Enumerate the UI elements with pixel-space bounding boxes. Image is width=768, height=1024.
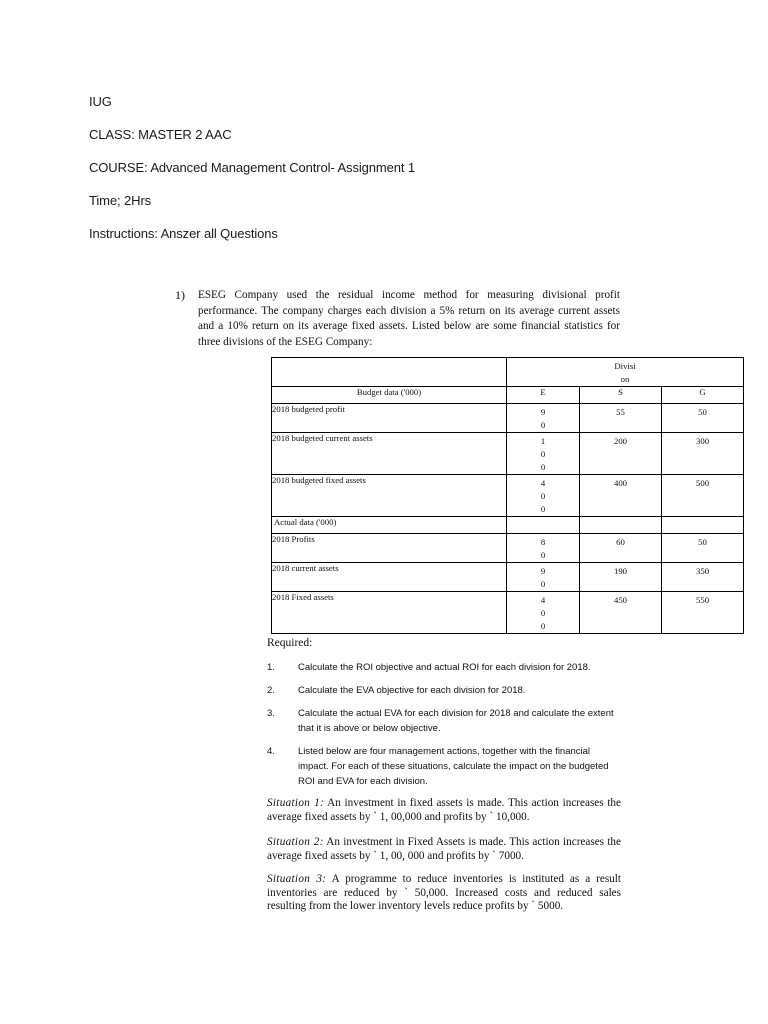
- item-text: Calculate the EVA objective for each division for 2018.: [298, 685, 526, 696]
- situation-text: A programme to reduce inventories is instituted as a result inventories are reduced by ` 50,000. Increased costs and reduced sales resulting from the lower inventory levels reduce profits by ` 5000.: [267, 873, 621, 912]
- budget-data-header: Budget data ('000): [272, 387, 507, 404]
- required-title: Required:: [267, 637, 313, 649]
- cell-e: 4 0 0: [507, 475, 580, 517]
- table-row: [272, 475, 744, 517]
- item-text: Calculate the actual EVA for each division for 2018 and calculate the extent that it is above or below objective.: [298, 708, 614, 734]
- item-number: 1.: [267, 662, 275, 673]
- time-line: Time; 2Hrs: [89, 193, 152, 208]
- table-cell-empty: [662, 517, 744, 534]
- list-item: [267, 706, 623, 736]
- table-row: [272, 563, 744, 592]
- situation-label: Situation 1:: [267, 797, 325, 809]
- cell-s: 60: [580, 534, 662, 563]
- table-row: [272, 433, 744, 475]
- table-cell-empty: [580, 517, 662, 534]
- list-item: [267, 744, 623, 789]
- cell-s: 450: [580, 592, 662, 634]
- class-line: CLASS: MASTER 2 AAC: [89, 127, 232, 142]
- situation-2: [267, 836, 621, 863]
- row-label: 2018 budgeted current assets: [272, 433, 507, 475]
- column-header-s: S: [580, 387, 662, 404]
- item-text: Calculate the ROI objective and actual ROI for each division for 2018.: [298, 662, 591, 673]
- item-text: Listed below are four management actions, together with the financial impact. For each of these situations, calculate the impact on the budgeted ROI and EVA for each division.: [298, 746, 609, 787]
- situation-1: [267, 797, 621, 824]
- list-item: [267, 660, 623, 675]
- situation-label: Situation 2:: [267, 836, 324, 848]
- school-name: IUG: [89, 94, 112, 109]
- instructions-line: Instructions: Anszer all Questions: [89, 226, 278, 241]
- cell-e: 4 0 0: [507, 592, 580, 634]
- table-cell-empty: [507, 517, 580, 534]
- row-label: 2018 current assets: [272, 563, 507, 592]
- column-header-g: G: [662, 387, 744, 404]
- table-column-header-row: [272, 387, 744, 404]
- financial-table: [271, 357, 744, 634]
- table-actual-header-row: [272, 517, 744, 534]
- column-header-e: E: [507, 387, 580, 404]
- situation-text: An investment in Fixed Assets is made. This action increases the average fixed assets by ` 1, 00, 000 and profits by ` 7000.: [267, 836, 621, 862]
- question-text: ESEG Company used the residual income method for measuring divisional profit performance. The company charges each division a 5% return on its average current assets and a 10% return on its average fixed assets. Listed below are some financial statistics for three divisions of the ESEG Company:: [198, 289, 620, 348]
- course-line: COURSE: Advanced Management Control- Assignment 1: [89, 160, 416, 175]
- table-row: [272, 592, 744, 634]
- question-number: 1): [175, 288, 185, 302]
- cell-g: 550: [662, 592, 744, 634]
- cell-g: 500: [662, 475, 744, 517]
- cell-g: 50: [662, 404, 744, 433]
- cell-e: 1 0 0: [507, 433, 580, 475]
- cell-g: 50: [662, 534, 744, 563]
- row-label: 2018 budgeted profit: [272, 404, 507, 433]
- table-row: [272, 534, 744, 563]
- row-label: 2018 Profits: [272, 534, 507, 563]
- table-division-header-row: [272, 358, 744, 387]
- cell-s: 400: [580, 475, 662, 517]
- cell-s: 200: [580, 433, 662, 475]
- cell-g: 350: [662, 563, 744, 592]
- required-list: [267, 660, 623, 797]
- situation-text: An investment in fixed assets is made. This action increases the average fixed assets by ` 1, 00,000 and profits by ` 10,000.: [267, 797, 621, 823]
- item-number: 2.: [267, 685, 275, 696]
- item-number: 3.: [267, 708, 275, 719]
- table-cell-empty: [272, 358, 507, 387]
- division-header: Divisi on: [507, 358, 744, 387]
- cell-e: 9 0: [507, 404, 580, 433]
- row-label: 2018 budgeted fixed assets: [272, 475, 507, 517]
- cell-s: 190: [580, 563, 662, 592]
- cell-e: 8 0: [507, 534, 580, 563]
- cell-g: 300: [662, 433, 744, 475]
- table-row: [272, 404, 744, 433]
- row-label: 2018 Fixed assets: [272, 592, 507, 634]
- situation-3: [267, 873, 621, 914]
- item-number: 4.: [267, 746, 275, 757]
- cell-s: 55: [580, 404, 662, 433]
- cell-e: 9 0: [507, 563, 580, 592]
- list-item: [267, 683, 623, 698]
- situation-label: Situation 3:: [267, 873, 327, 885]
- actual-data-header: Actual data ('000): [272, 517, 507, 534]
